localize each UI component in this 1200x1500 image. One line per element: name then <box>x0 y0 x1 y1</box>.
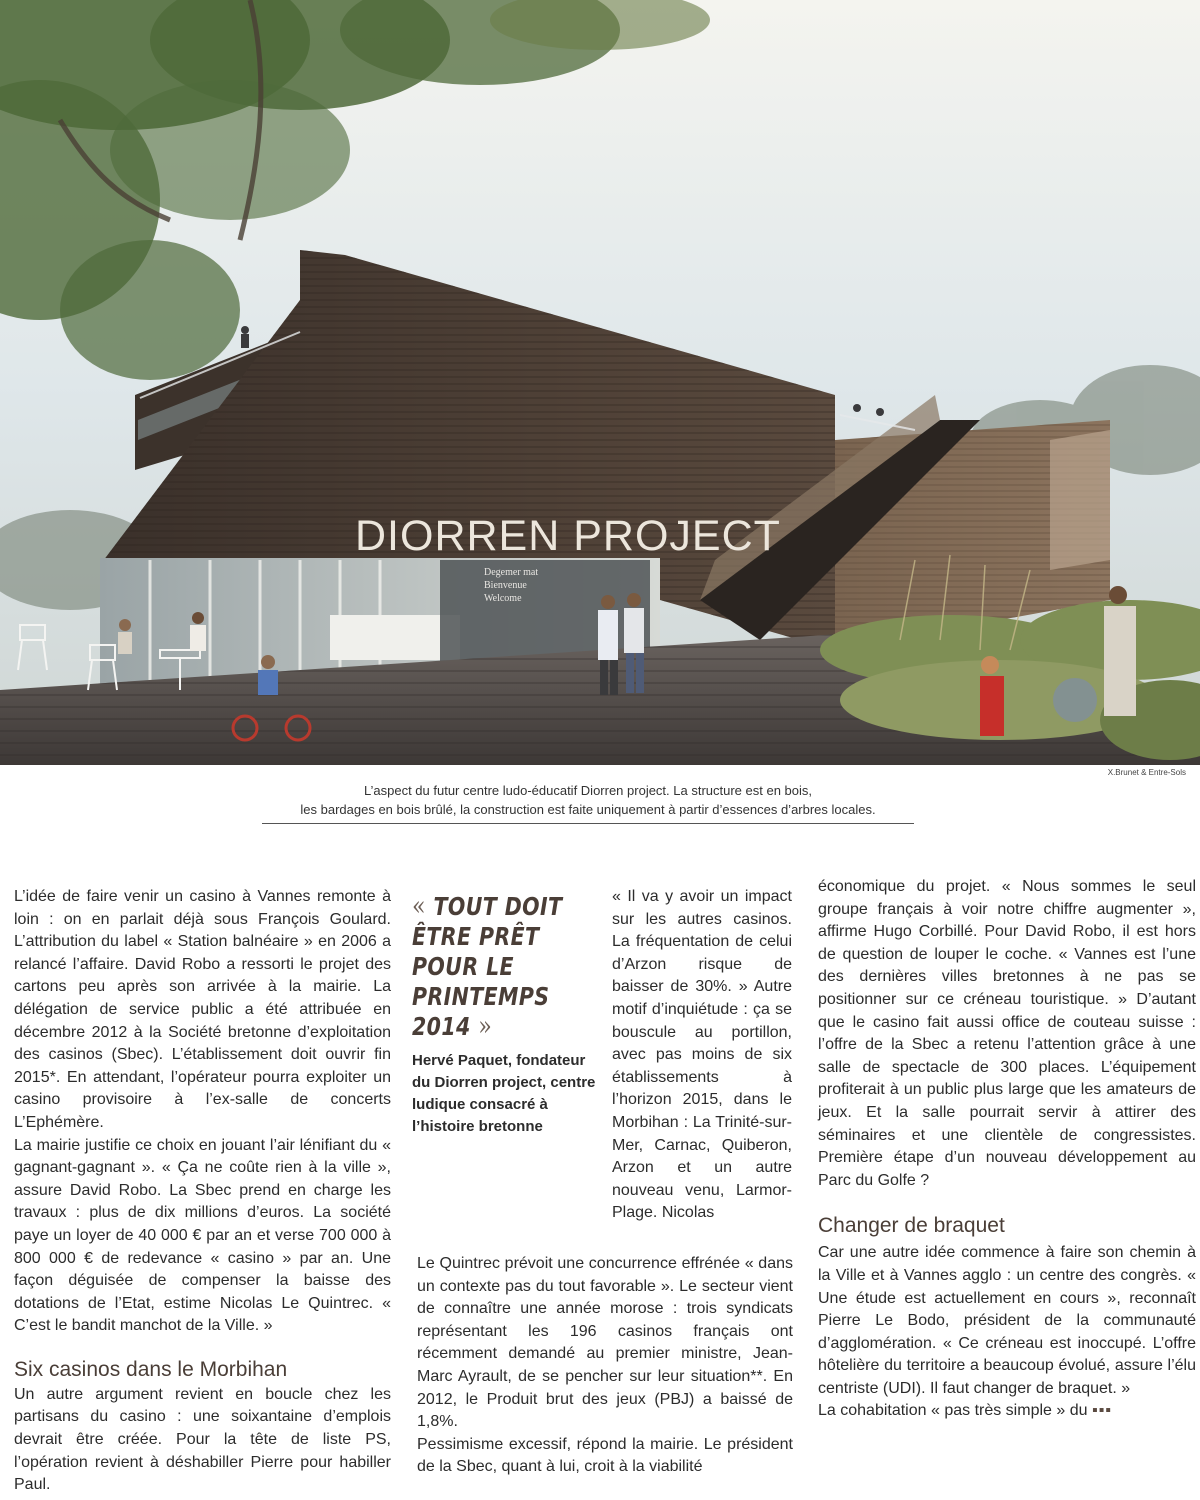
article-column-2-top <box>612 886 792 1225</box>
building-sign: DIORREN PROJECT <box>355 512 781 560</box>
quote-open-mark: « <box>412 891 426 922</box>
paragraph: Le Quintrec prévoit une concurrence effrénée « dans un contexte pas du tout favorable ». Le secteur vient de connaître une année morose : trois syndicats représentant les 196 casinos français ont récemment demandé au premier ministre, Jean-Marc Ayrault, de se pencher sur leur situation**. En 2012, le Produit brut des jeux (PBJ) a baissé de 1,8%. <box>417 1255 793 1431</box>
article-column-1 <box>14 886 391 1497</box>
caption-line-1: L’aspect du futur centre ludo-éducatif Diorren project. La structure est en bois, <box>363 783 813 798</box>
paragraph-continued: La cohabitation « pas très simple » du ▪▪▪ <box>818 1402 1112 1420</box>
paragraph: Un autre argument revient en boucle chez les partisans du casino : une soixantaine d’emplois devrait être créée. Pour la tête de liste PS, l’opération revient à déshabiller Pierre pour habiller Paul. <box>14 1385 391 1494</box>
photo-credit: X.Brunet & Entre-Sols <box>1107 768 1186 777</box>
paragraph: Car une autre idée commence à faire son chemin à la Ville et à Vannes agglo : un centre des congrès. « Une étude est actuellement en cours », reconnaît Pierre Le Bodo, président de la communauté d’agglomération. « Ce créneau est inoccupé. L’offre hôtelière du territoire a beaucoup évolué, assure l’élu centriste (UDI). Il faut changer de braquet. » <box>818 1244 1196 1397</box>
article-column-3 <box>818 876 1196 1423</box>
paragraph: La mairie justifie ce choix en jouant l’air lénifiant du « gagnant-gagnant ». « Ça ne coûte rien à la ville », assure David Robo. La Sbec prend en charge les travaux : plus de dix millions d’euros. La société paye un loyer de 40 000 € par an et verse 700 000 à 800 000 € de redevance « casino » par an. Une façon déguisée de compenser la baisse des dotations de l’Etat, estime Nicolas Le Quintrec. « C’est le bandit manchot de la Ville. » <box>14 1136 391 1335</box>
paragraph: « Il va y avoir un impact sur les autres casinos. La fréquentation de celui d’Arzon risque de baisser de 30%. » Autre motif d’inquiétude : ça se bouscule au portillon, avec pas moins de six établissements à l’horizon 2015, dans le Morbihan : La Trinité-sur-Mer, Carnac, Quiberon, Arzon et un autre nouveau venu, Larmor-Plage. Nicolas <box>612 888 792 1222</box>
quote-attribution: Hervé Paquet, fondateur du Diorren project, centre ludique consacré à l’histoire bretonne <box>412 1052 596 1135</box>
section-heading: Changer de braquet <box>818 1214 1005 1238</box>
quote-body: TOUT DOIT ÊTRE PRÊT POUR LE PRINTEMPS 2014 <box>412 892 563 1041</box>
welcome-sign: Degemer mat Bienvenue Welcome <box>484 567 539 604</box>
quote-close-mark: » <box>478 1011 493 1042</box>
image-caption <box>262 781 914 824</box>
article-column-2-bottom <box>417 1253 793 1479</box>
quote-text <box>412 892 601 1042</box>
pull-quote <box>412 892 604 1138</box>
paragraph: économique du projet. « Nous sommes le seul groupe français à voir notre chiffre augmenter », affirme Hugo Corbillé. Pour David Robo, il est hors de question de louper le coche. « Vannes est l’une des dernières villes bretonnes à ne pas se positionner sur ce créneau touristique. » D’autant que le casino fait aussi office de couteau suisse : l’offre de la Sbec a retenu l’attention grâce à une salle de spectacle de 300 places. L’équipement profiterait à un public plus large que les amateurs de jeux. Et la salle pourrait servir à attirer des séminaires et une clientèle de congressistes. Première étape d’un nouveau développement au Parc du Golfe ? <box>818 878 1196 1189</box>
caption-line-2: les bardages en bois brûlé, la construction est faite uniquement à partir d’essences d’arbres locales. <box>300 802 876 817</box>
continued-marker-icon: ▪▪▪ <box>1091 1402 1112 1420</box>
paragraph: L’idée de faire venir un casino à Vannes remonte à loin : on en parlait déjà sous François Goulard. L’attribution du label « Station balnéaire » en 2006 a relancé l’affaire. David Robo a ressorti le projet des cartons peu après son arrivée à la mairie. La délégation de service public a été attribuée en décembre 2012 à la Société bretonne d’exploitation des casinos (Sbec). L’établissement doit ouvrir fin 2015*. En attendant, l’opérateur pourra exploiter un casino provisoire à l’ex-salle de concerts L’Ephémère. <box>14 888 391 1131</box>
paragraph: Pessimisme excessif, répond la mairie. Le président de la Sbec, quant à lui, croit à la viabilité <box>417 1435 793 1476</box>
section-heading: Six casinos dans le Morbihan <box>14 1357 288 1381</box>
